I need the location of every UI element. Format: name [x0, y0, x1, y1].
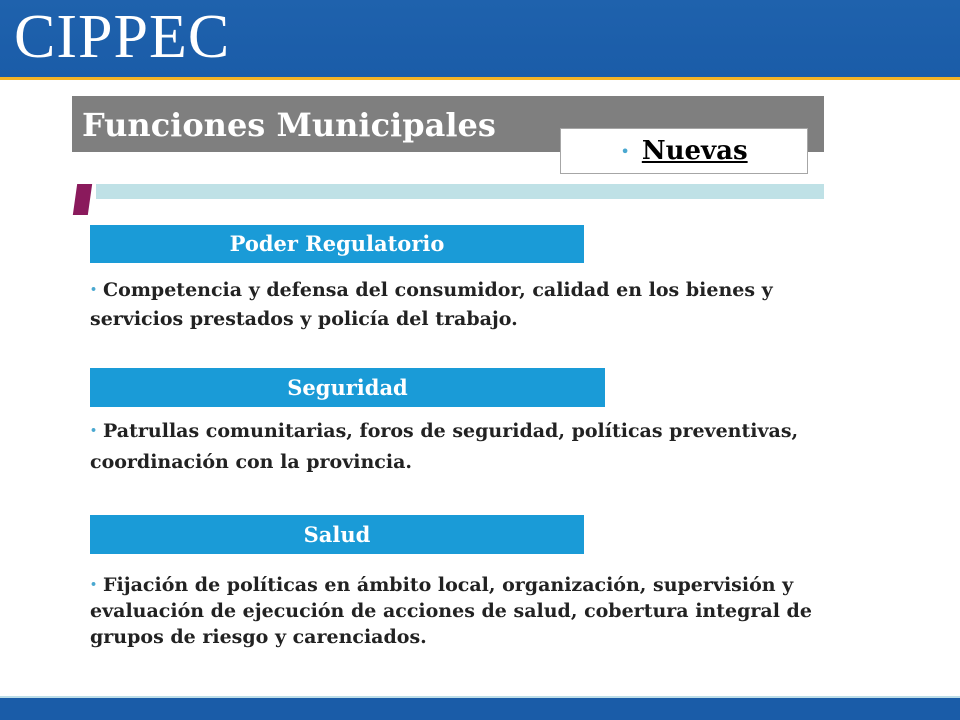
bullet-icon: •	[90, 578, 98, 591]
section-text: Fijación de políticas en ámbito local, organización, supervisión y evaluación de ejecución de acciones de salud, cobertura integral de grupos de riesgo y carenciados.	[90, 574, 812, 648]
slide-title: Funciones Municipales	[82, 106, 496, 144]
bullet-icon: •	[90, 283, 98, 296]
footer-bar	[0, 696, 960, 720]
section-header-seguridad: Seguridad	[90, 368, 605, 407]
section-header-salud: Salud	[90, 515, 584, 554]
slide-subtitle: Nuevas	[641, 136, 748, 166]
header-bar	[0, 0, 960, 80]
section-text: Patrullas comunitarias, foros de seguridad, políticas preventivas, coordinación con la provincia.	[90, 420, 799, 473]
bullet-icon: •	[90, 424, 98, 437]
section-text: Competencia y defensa del consumidor, calidad en los bienes y servicios prestados y policía del trabajo.	[90, 279, 773, 330]
bullet-icon: •	[620, 141, 630, 161]
subtitle-box	[560, 128, 808, 174]
cippec-logo: CIPPEC	[14, 3, 231, 71]
section-body-seguridad	[90, 415, 830, 478]
divider-rule	[96, 184, 824, 199]
section-header-poder-regulatorio: Poder Regulatorio	[90, 225, 584, 263]
section-body-poder-regulatorio	[90, 275, 830, 334]
section-body-salud	[90, 572, 830, 650]
accent-mark	[73, 184, 92, 215]
